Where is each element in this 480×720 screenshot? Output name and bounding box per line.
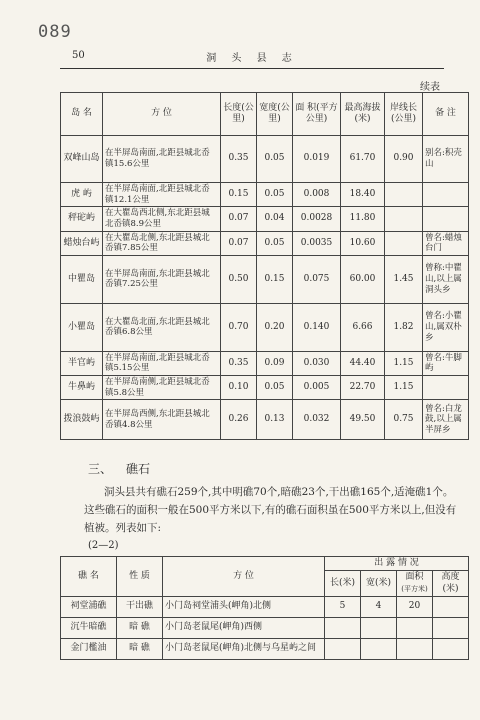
page-number: 50 <box>72 50 85 61</box>
continued-label: 续表 <box>420 82 440 93</box>
cell-note <box>423 207 469 231</box>
cell-area: 0.005 <box>293 376 341 400</box>
cell-shoreline: 1.15 <box>385 376 423 400</box>
table-row <box>61 596 469 617</box>
section-heading <box>88 460 164 477</box>
book-title: 洞 头 县 志 <box>206 53 298 64</box>
cell-name: 金门檻油 <box>61 638 117 659</box>
cell-elevation: 6.66 <box>341 303 385 351</box>
reef-table <box>60 556 469 660</box>
cell-height <box>433 596 469 617</box>
cell-location: 在半屏岛南面,东北距县城北岙镇7.25公里 <box>103 255 221 303</box>
body-paragraph <box>84 483 462 537</box>
cell-name: 沉牛暗礁 <box>61 617 117 638</box>
cell-width: 0.05 <box>257 231 293 255</box>
cell-width: 0.05 <box>257 376 293 400</box>
cell-name: 小瞿岛 <box>61 303 103 351</box>
cell-area: 0.140 <box>293 303 341 351</box>
cell-width <box>361 638 397 659</box>
cell-length: 0.70 <box>221 303 257 351</box>
cell-width: 0.05 <box>257 136 293 183</box>
table-row <box>61 255 469 303</box>
col-header-reef-name: 礁 名 <box>61 557 117 597</box>
cell-location: 小门岛老鼠尾(岬角)北侧与乌星屿之间 <box>163 638 325 659</box>
col-header-reef-length: 长(米) <box>325 571 361 597</box>
area-unit: (平方米) <box>401 584 428 593</box>
cell-area: 0.075 <box>293 255 341 303</box>
cell-width: 0.13 <box>257 400 293 440</box>
cell-area: 0.0035 <box>293 231 341 255</box>
cell-length <box>325 638 361 659</box>
cell-location: 在半屏岛南面,北距县城北岙镇5.15公里 <box>103 351 221 375</box>
cell-height <box>433 638 469 659</box>
cell-elevation: 60.00 <box>341 255 385 303</box>
cell-length: 0.50 <box>221 255 257 303</box>
cell-location: 在半屏岛西侧,东北距县城北岙镇4.8公里 <box>103 400 221 440</box>
cell-length: 0.15 <box>221 183 257 207</box>
col-header-width: 宽度(公里) <box>257 93 293 136</box>
cell-width: 0.09 <box>257 351 293 375</box>
col-header-location: 方 位 <box>103 93 221 136</box>
table-row <box>61 617 469 638</box>
cell-location: 在半屏岛南面,北距县城北岙镇15.6公里 <box>103 136 221 183</box>
cell-width <box>361 617 397 638</box>
cell-area <box>397 638 433 659</box>
col-header-nature: 性 质 <box>117 557 163 597</box>
cell-shoreline <box>385 183 423 207</box>
cell-note <box>423 183 469 207</box>
table-row <box>61 303 469 351</box>
cell-elevation: 49.50 <box>341 400 385 440</box>
cell-note: 曾称:中瞿山,以上属洞头乡 <box>423 255 469 303</box>
cell-nature: 暗 礁 <box>117 617 163 638</box>
table-row <box>61 231 469 255</box>
scan-page-number: 089 <box>38 22 72 42</box>
cell-name: 半官屿 <box>61 351 103 375</box>
cell-elevation: 11.80 <box>341 207 385 231</box>
cell-name: 拨浪鼓屿 <box>61 400 103 440</box>
island-table <box>60 92 469 440</box>
col-header-elevation: 最高海拔(米) <box>341 93 385 136</box>
cell-length: 0.26 <box>221 400 257 440</box>
cell-height <box>433 617 469 638</box>
cell-length: 0.07 <box>221 207 257 231</box>
area-label: 面积 <box>405 572 424 583</box>
cell-name: 虎 屿 <box>61 183 103 207</box>
cell-name: 牛鼻屿 <box>61 376 103 400</box>
table-label: (2—2) <box>88 540 119 551</box>
cell-shoreline: 0.75 <box>385 400 423 440</box>
cell-note <box>423 376 469 400</box>
cell-location: 在半屏岛南面,北距县城北岙镇12.1公里 <box>103 183 221 207</box>
table-row <box>61 351 469 375</box>
cell-width: 0.15 <box>257 255 293 303</box>
cell-name: 双峰山岛 <box>61 136 103 183</box>
cell-area: 0.0028 <box>293 207 341 231</box>
col-header-exposure: 出 露 情 况 <box>325 557 469 571</box>
table-row <box>61 207 469 231</box>
cell-area: 0.030 <box>293 351 341 375</box>
cell-width: 0.05 <box>257 183 293 207</box>
cell-length: 0.10 <box>221 376 257 400</box>
running-header <box>60 46 444 69</box>
table-row <box>61 136 469 183</box>
col-header-area: 面 积(平方公里) <box>293 93 341 136</box>
col-header-name: 岛 名 <box>61 93 103 136</box>
paragraph-text: 洞头县共有礁石259个,其中明礁70个,暗礁23个,干出礁165个,适淹礁1个。这些礁石的面积一般在500平方米以下,有的礁石面积虽在500平方米以上,但没有植被。列表如下: <box>84 486 457 534</box>
cell-area: 20 <box>397 596 433 617</box>
cell-name: 中瞿岛 <box>61 255 103 303</box>
cell-note: 曾名:牛脚屿 <box>423 351 469 375</box>
cell-note: 曾名:小瞿山,属双朴乡 <box>423 303 469 351</box>
cell-note: 曾名:白龙鼓,以上属半屏乡 <box>423 400 469 440</box>
cell-shoreline: 1.45 <box>385 255 423 303</box>
col-header-reef-location: 方 位 <box>163 557 325 597</box>
col-header-shoreline: 岸线长(公里) <box>385 93 423 136</box>
cell-name: 祠堂浦礁 <box>61 596 117 617</box>
cell-elevation: 61.70 <box>341 136 385 183</box>
cell-width: 4 <box>361 596 397 617</box>
cell-elevation: 18.40 <box>341 183 385 207</box>
cell-shoreline <box>385 207 423 231</box>
col-header-reef-width: 宽(米) <box>361 571 397 597</box>
cell-length: 0.35 <box>221 136 257 183</box>
cell-location: 在大瞿岛西北侧,东北距县城北岙镇8.9公里 <box>103 207 221 231</box>
cell-length <box>325 617 361 638</box>
cell-area: 0.019 <box>293 136 341 183</box>
cell-length: 5 <box>325 596 361 617</box>
cell-elevation: 22.70 <box>341 376 385 400</box>
cell-location: 在大瞿岛北侧,东北距县城北岙镇7.85公里 <box>103 231 221 255</box>
col-header-reef-area <box>397 571 433 597</box>
cell-shoreline: 1.82 <box>385 303 423 351</box>
table-row <box>61 183 469 207</box>
section-number: 三、 <box>88 462 113 476</box>
cell-location: 小门岛祠堂浦头(岬角)北侧 <box>163 596 325 617</box>
col-header-note: 备 注 <box>423 93 469 136</box>
cell-area: 0.032 <box>293 400 341 440</box>
cell-note: 曾名:蜡烛台门 <box>423 231 469 255</box>
cell-nature: 暗 礁 <box>117 638 163 659</box>
cell-shoreline: 1.15 <box>385 351 423 375</box>
cell-name: 蜡烛台屿 <box>61 231 103 255</box>
cell-width: 0.04 <box>257 207 293 231</box>
cell-length: 0.07 <box>221 231 257 255</box>
cell-shoreline: 0.90 <box>385 136 423 183</box>
cell-shoreline <box>385 231 423 255</box>
col-header-reef-height: 高度(米) <box>433 571 469 597</box>
col-header-length: 长度(公里) <box>221 93 257 136</box>
cell-length: 0.35 <box>221 351 257 375</box>
table-row <box>61 376 469 400</box>
cell-area: 0.008 <box>293 183 341 207</box>
cell-location: 在大瞿岛北面,东北距县城北岙镇6.8公里 <box>103 303 221 351</box>
cell-location: 小门岛老鼠尾(岬角)西侧 <box>163 617 325 638</box>
cell-width: 0.20 <box>257 303 293 351</box>
cell-elevation: 10.60 <box>341 231 385 255</box>
cell-elevation: 44.40 <box>341 351 385 375</box>
cell-name: 秤砣屿 <box>61 207 103 231</box>
cell-nature: 干出礁 <box>117 596 163 617</box>
section-title: 礁石 <box>126 462 151 476</box>
table-row <box>61 400 469 440</box>
table-row <box>61 638 469 659</box>
cell-area <box>397 617 433 638</box>
cell-note: 别名:积壳山 <box>423 136 469 183</box>
cell-location: 在半屏岛南侧,北距县城北岙镇5.8公里 <box>103 376 221 400</box>
